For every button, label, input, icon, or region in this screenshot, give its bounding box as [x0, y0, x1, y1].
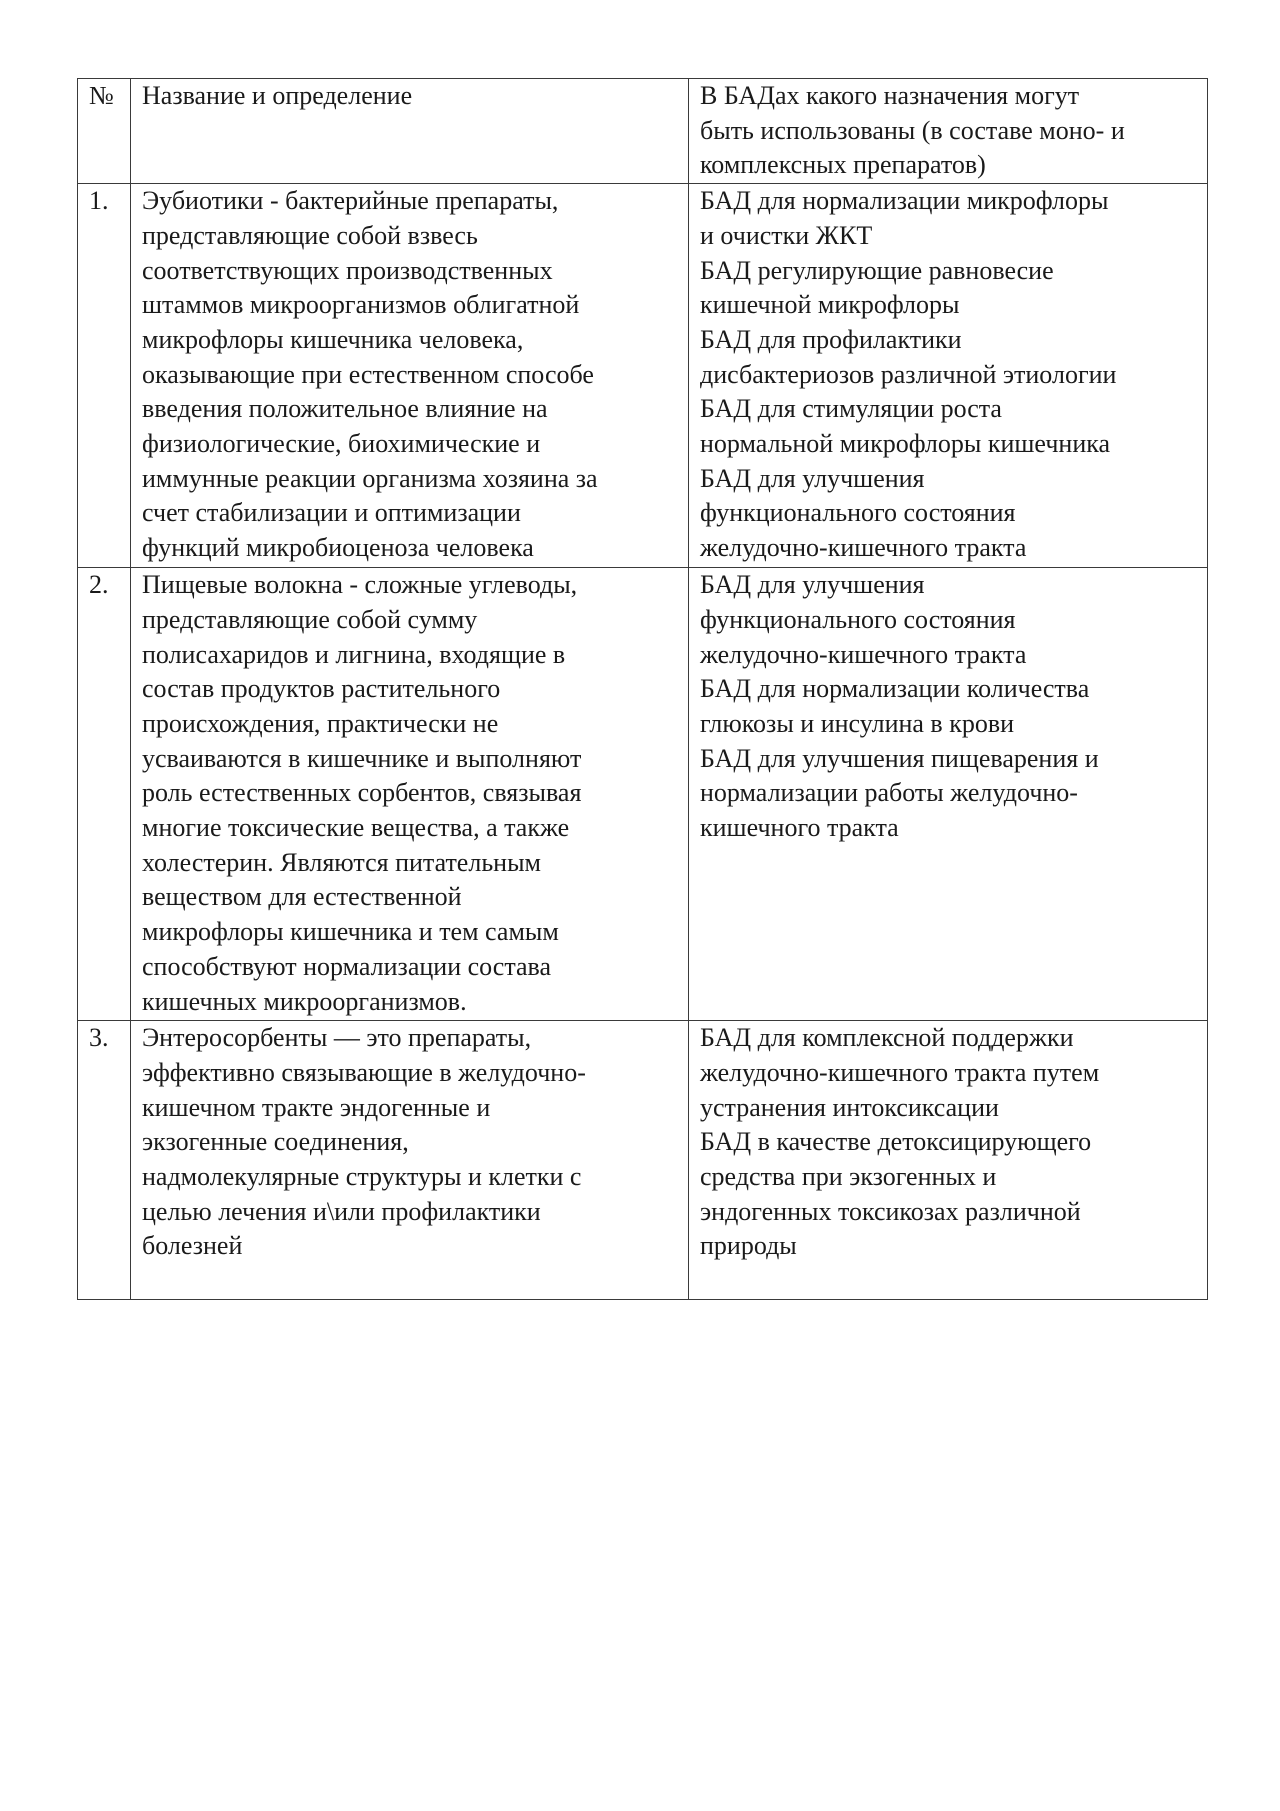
definition-line: функций микробиоценоза человека: [142, 533, 534, 563]
definition-line: счет стабилизации и оптимизации: [142, 498, 521, 528]
definition-line: эффективно связывающие в желудочно-: [142, 1057, 586, 1087]
definition-line: Эубиотики - бактерийные препараты,: [142, 186, 559, 216]
usage-line: БАД регулирующие равновесие: [700, 255, 1054, 285]
header-number: №: [89, 81, 114, 110]
definition-line: происхождения, практически не: [142, 708, 499, 738]
definition-line: кишечном тракте эндогенные и: [142, 1092, 491, 1122]
usage-line: желудочно-кишечного тракта: [700, 639, 1027, 669]
definition-line: холестерин. Являются питательным: [142, 847, 542, 877]
definition-cell: [131, 1021, 689, 1300]
definition-line: состав продуктов растительного: [142, 674, 501, 704]
header-usage-line: комплексных препаратов): [700, 150, 986, 180]
definition-line: экзогенные соединения,: [142, 1127, 409, 1157]
table-header-row: [78, 79, 1208, 184]
definition-line: оказывающие при естественном способе: [142, 359, 594, 389]
definition-line: усваиваются в кишечнике и выполняют: [142, 743, 582, 773]
usage-line: БАД для улучшения: [700, 570, 925, 600]
definition-line: соответствующих производственных: [142, 255, 553, 285]
usage-line: эндогенных токсикозах различной: [700, 1196, 1081, 1226]
header-name: Название и определение: [142, 81, 413, 110]
definition-line: веществом для естественной: [142, 882, 462, 912]
usage-line: желудочно-кишечного тракта путем: [700, 1057, 1100, 1087]
definition-line: введения положительное влияние на: [142, 394, 548, 424]
definition-line: Энтеросорбенты — это препараты,: [142, 1023, 532, 1053]
table-row: [78, 568, 1208, 1021]
usage-line: БАД для комплексной поддержки: [700, 1023, 1074, 1053]
usage-line: нормальной микрофлоры кишечника: [700, 429, 1111, 459]
header-usage-line: В БАДах какого назначения могут: [700, 81, 1080, 110]
definition-line: роль естественных сорбентов, связывая: [142, 778, 582, 808]
usage-line: БАД для улучшения: [700, 463, 925, 493]
definition-cell: [131, 184, 689, 568]
definition-line: иммунные реакции организма хозяина за: [142, 463, 598, 493]
definition-line: физиологические, биохимические и: [142, 429, 541, 459]
definition-line: целью лечения и\или профилактики: [142, 1196, 541, 1226]
header-name-cell: [131, 79, 689, 184]
usage-line: БАД для нормализации количества: [700, 674, 1090, 704]
row-number: 3.: [89, 1023, 109, 1053]
usage-line: и очистки ЖКТ: [700, 220, 873, 250]
row-number-cell: [78, 184, 131, 568]
definition-line: болезней: [142, 1231, 243, 1261]
definition-line: полисахаридов и лигнина, входящие в: [142, 639, 566, 669]
definition-line: способствуют нормализации состава: [142, 951, 552, 981]
definition-line: представляющие собой сумму: [142, 604, 478, 634]
usage-line: кишечного тракта: [700, 813, 899, 843]
definition-line: штаммов микроорганизмов облигатной: [142, 290, 580, 320]
definition-line: представляющие собой взвесь: [142, 220, 478, 250]
usage-line: нормализации работы желудочно-: [700, 778, 1078, 808]
definition-line: микрофлоры кишечника и тем самым: [142, 917, 559, 947]
definition-cell: [131, 568, 689, 1021]
definition-line: микрофлоры кишечника человека,: [142, 324, 524, 354]
usage-cell: [689, 568, 1208, 1021]
table-row: [78, 1021, 1208, 1300]
usage-line: глюкозы и инсулина в крови: [700, 708, 1015, 738]
row-number: 1.: [89, 186, 109, 216]
usage-line: кишечной микрофлоры: [700, 290, 960, 320]
usage-line: БАД для профилактики: [700, 324, 962, 354]
usage-line: желудочно-кишечного тракта: [700, 533, 1027, 563]
header-usage-cell: [689, 79, 1208, 184]
usage-line: БАД для стимуляции роста: [700, 394, 1002, 424]
usage-cell: [689, 1021, 1208, 1300]
row-number-cell: [78, 568, 131, 1021]
definition-line: надмолекулярные структуры и клетки с: [142, 1161, 582, 1191]
definition-line: кишечных микроорганизмов.: [142, 986, 467, 1016]
usage-cell: [689, 184, 1208, 568]
usage-line: БАД для улучшения пищеварения и: [700, 743, 1099, 773]
definition-line: многие токсические вещества, а также: [142, 813, 570, 843]
usage-line: функционального состояния: [700, 604, 1016, 634]
header-number-cell: [78, 79, 131, 184]
usage-line: средства при экзогенных и: [700, 1161, 997, 1191]
table-row: [78, 184, 1208, 568]
usage-line: БАД для нормализации микрофлоры: [700, 186, 1109, 216]
header-usage-line: быть использованы (в составе моно- и: [700, 115, 1125, 145]
definition-line: Пищевые волокна - сложные углеводы,: [142, 570, 578, 600]
usage-line: устранения интоксиксации: [700, 1092, 999, 1122]
usage-line: дисбактериозов различной этиологии: [700, 359, 1117, 389]
supplements-table: [77, 78, 1208, 1300]
usage-line: БАД в качестве детоксицирующего: [700, 1127, 1092, 1157]
usage-line: природы: [700, 1231, 797, 1261]
row-number-cell: [78, 1021, 131, 1300]
row-number: 2.: [89, 570, 109, 600]
usage-line: функционального состояния: [700, 498, 1016, 528]
